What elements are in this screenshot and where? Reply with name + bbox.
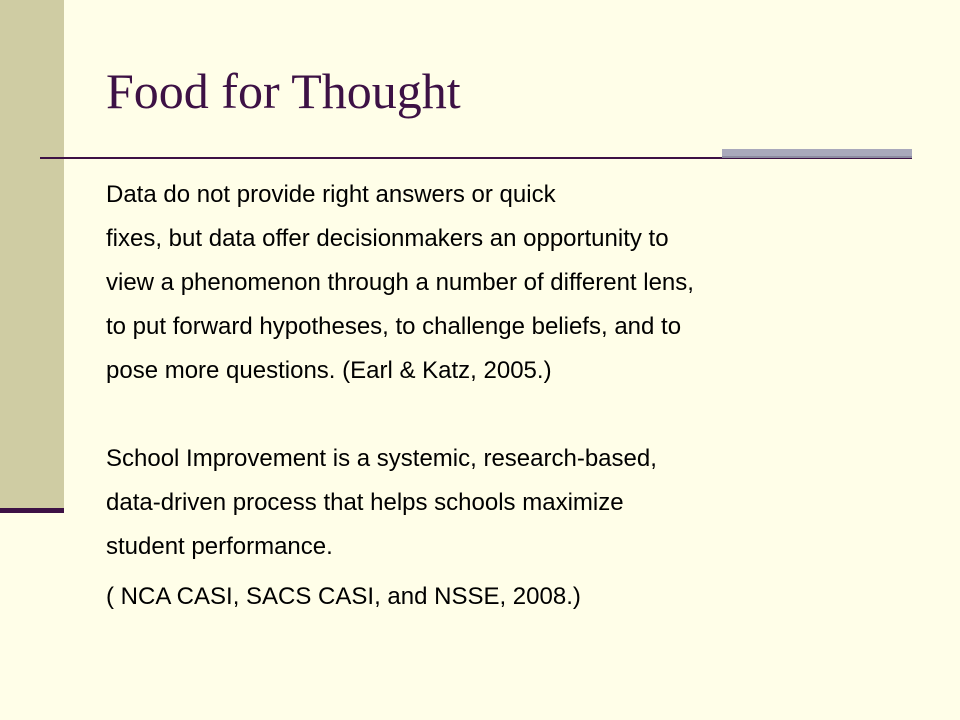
quote-line: pose more questions. (Earl & Katz, 2005.) <box>106 357 552 384</box>
title-rule-gray-accent <box>722 149 912 158</box>
quote-line: to put forward hypotheses, to challenge beliefs, and to <box>106 313 682 340</box>
paragraph-gap <box>106 393 926 437</box>
quote-line: view a phenomenon through a number of different lens, <box>106 269 694 296</box>
left-accent-line <box>0 508 64 513</box>
definition-line: data-driven process that helps schools maximize <box>106 489 624 516</box>
slide-title: Food for Thought <box>106 63 461 119</box>
quote-line: fixes, but data offer decisionmakers an opportunity to <box>106 225 669 252</box>
left-decorative-bar <box>0 0 64 510</box>
quote-paragraph <box>106 173 926 393</box>
definition-paragraph <box>106 437 926 569</box>
citation-text: ( NCA CASI, SACS CASI, and NSSE, 2008.) <box>106 583 581 610</box>
definition-line: School Improvement is a systemic, research-based, <box>106 445 657 472</box>
slide-body <box>106 173 926 619</box>
definition-line: student performance. <box>106 533 333 560</box>
quote-line: Data do not provide right answers or quick <box>106 181 556 208</box>
